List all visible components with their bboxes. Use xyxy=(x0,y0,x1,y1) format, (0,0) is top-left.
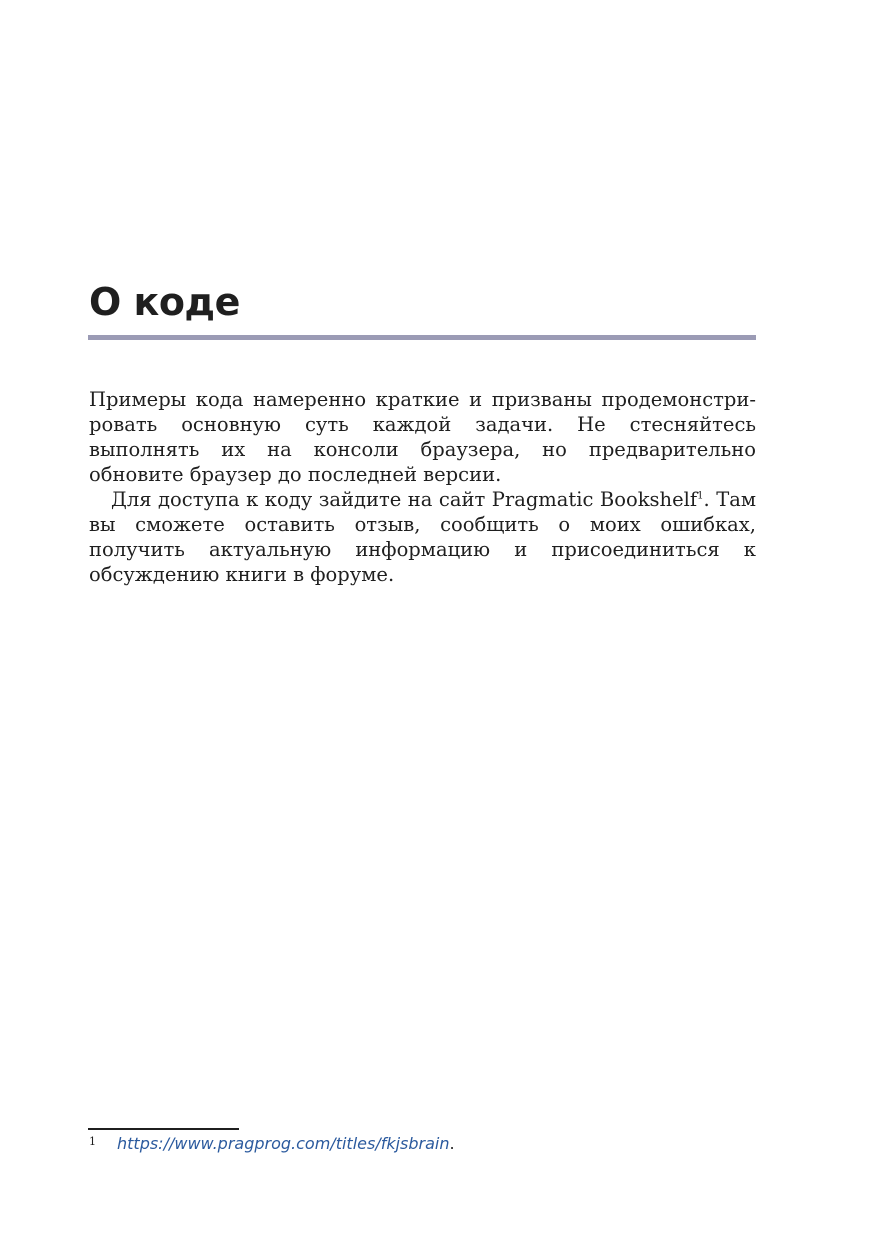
title-underline xyxy=(88,335,756,340)
paragraph-code-access-text-end: . Там вы сможете оставить отзыв, сообщить о моих ошибках, получить актуальную информацию и присоединиться к обсуждению книги в форуме. xyxy=(89,488,757,586)
footnote-separator xyxy=(88,1128,239,1130)
paragraph-code-access xyxy=(89,487,756,587)
footnote-period: . xyxy=(449,1134,455,1153)
paragraph-code-access-text: Для доступа к коду зайдите на сайт Pragmatic Bookshelf xyxy=(111,488,698,511)
footnote-reference[interactable]: 1 xyxy=(697,490,704,502)
footnote-number: 1 xyxy=(89,1135,96,1148)
footnote-link-text[interactable]: https://www.pragprog.com/titles/fkjsbrain xyxy=(117,1134,450,1153)
footnote-link[interactable] xyxy=(117,1133,455,1155)
paragraph-code-examples: Примеры кода намеренно краткие и призваны продемонстрировать основную суть каждой задачи. Не стесняйтесь выполнять их на консоли браузера, но предварительно обновите браузер до последней версии. xyxy=(89,388,756,486)
body-text xyxy=(89,387,756,587)
page-title: О коде xyxy=(89,280,240,324)
